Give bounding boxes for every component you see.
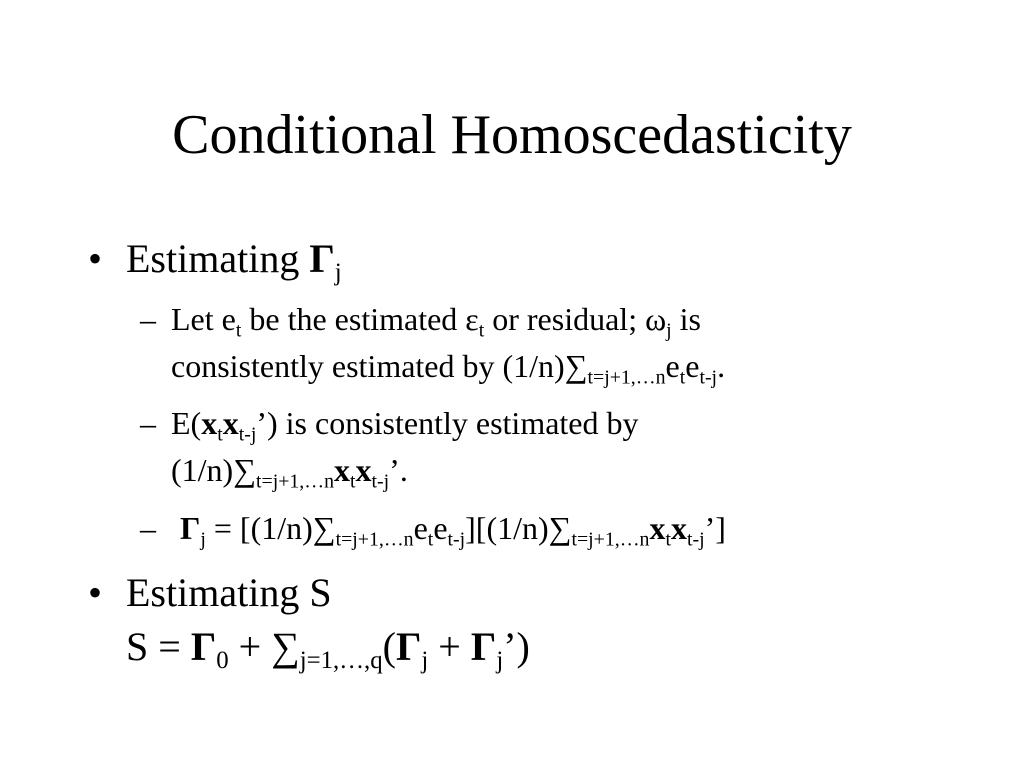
bullet-dot: • [88,570,103,615]
sub-bullet-dash: – [140,510,156,546]
sub-bullet-residual-line2: consistently estimated by $(1/n)\sum_{t=j+1,\dots n}e_te_{t-j}$. [171,348,726,389]
bullet-s-formula: $S = \Gamma_0 + \sum_{j=1,\dots,q}(\Gamma_j$ + $\Gamma_j$’) [126,624,530,674]
sub-bullet-dash: – [140,301,156,337]
bullet-estimating-s: Estimating S [126,570,332,615]
slide-title: Conditional Homoscedasticity [172,104,852,166]
sub-bullet-expectation-line2: $(1/n)\sum_{t=j+1,\dots n}x_tx_{t-j}$’. [171,452,408,493]
sub-bullet-gamma-formula: $\Gamma_j$ = $[(1/n)\sum_{t=j+1,\dots n}e_te_{t-j}][(1/n)\sum_{t=j+1,\dots n}x_tx_{t-j}’]$ [180,510,726,551]
bullet-estimating-gamma: Estimating $\Gamma_j$ [126,236,342,286]
sub-bullet-dash: – [140,405,156,441]
sub-bullet-expectation-line1: $E(x_tx_{t-j}’)$ is consistently estimated by [171,405,639,446]
bullet-dot: • [88,236,103,281]
sub-bullet-residual-line1: Let $e_t$ be the estimated $\varepsilon_t$ or residual; $\omega_j$ is [171,301,701,342]
